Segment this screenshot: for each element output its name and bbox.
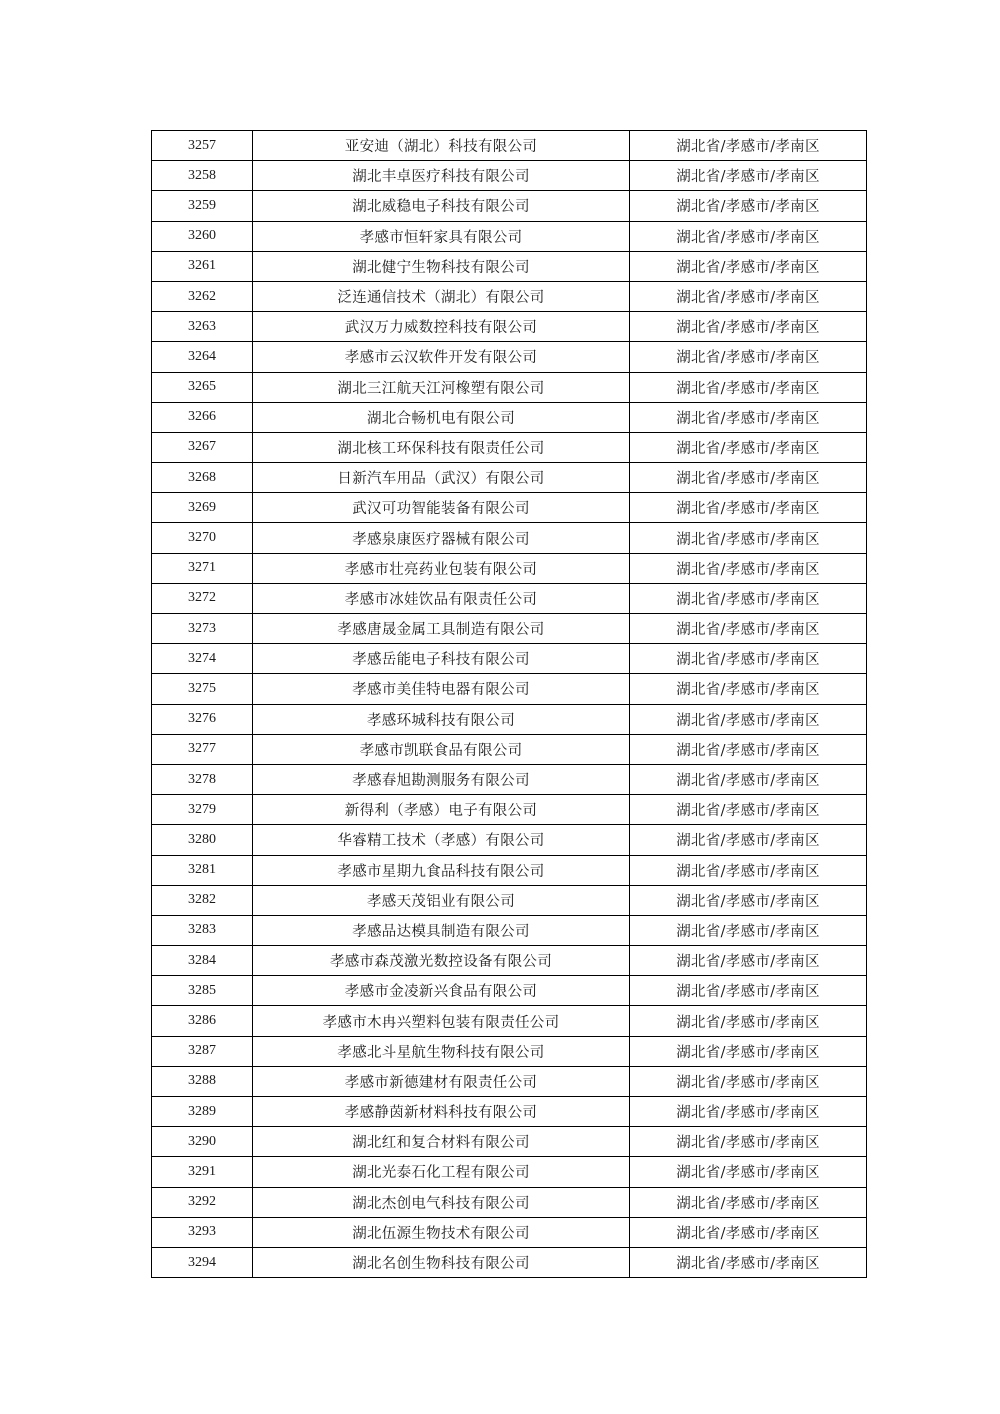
company-name: 孝感北斗星航生物科技有限公司 bbox=[253, 1036, 630, 1066]
row-number: 3291 bbox=[152, 1157, 253, 1187]
row-number: 3278 bbox=[152, 764, 253, 794]
company-name: 湖北光泰石化工程有限公司 bbox=[253, 1157, 630, 1187]
company-name: 湖北丰卓医疗科技有限公司 bbox=[253, 161, 630, 191]
company-name: 亚安迪（湖北）科技有限公司 bbox=[253, 131, 630, 161]
row-number: 3279 bbox=[152, 795, 253, 825]
company-name: 孝感市金凌新兴食品有限公司 bbox=[253, 976, 630, 1006]
company-name: 孝感唐晟金属工具制造有限公司 bbox=[253, 614, 630, 644]
region-cell: 湖北省/孝感市/孝南区 bbox=[630, 432, 867, 462]
company-table bbox=[151, 130, 867, 1278]
region-cell: 湖北省/孝感市/孝南区 bbox=[630, 161, 867, 191]
table-row bbox=[152, 553, 867, 583]
row-number: 3277 bbox=[152, 734, 253, 764]
region-cell: 湖北省/孝感市/孝南区 bbox=[630, 372, 867, 402]
table-row bbox=[152, 704, 867, 734]
company-name: 孝感市恒轩家具有限公司 bbox=[253, 221, 630, 251]
table-row bbox=[152, 825, 867, 855]
region-cell: 湖北省/孝感市/孝南区 bbox=[630, 1187, 867, 1217]
row-number: 3293 bbox=[152, 1217, 253, 1247]
company-name: 孝感市冰娃饮品有限责任公司 bbox=[253, 583, 630, 613]
region-cell: 湖北省/孝感市/孝南区 bbox=[630, 644, 867, 674]
region-cell: 湖北省/孝感市/孝南区 bbox=[630, 1036, 867, 1066]
region-cell: 湖北省/孝感市/孝南区 bbox=[630, 795, 867, 825]
company-name: 孝感市森茂激光数控设备有限公司 bbox=[253, 946, 630, 976]
row-number: 3285 bbox=[152, 976, 253, 1006]
row-number: 3259 bbox=[152, 191, 253, 221]
company-name: 孝感品达模具制造有限公司 bbox=[253, 915, 630, 945]
table-row bbox=[152, 221, 867, 251]
company-name: 湖北威稳电子科技有限公司 bbox=[253, 191, 630, 221]
table-row bbox=[152, 463, 867, 493]
region-cell: 湖北省/孝感市/孝南区 bbox=[630, 855, 867, 885]
row-number: 3287 bbox=[152, 1036, 253, 1066]
company-name: 孝感市云汉软件开发有限公司 bbox=[253, 342, 630, 372]
table-row bbox=[152, 402, 867, 432]
region-cell: 湖北省/孝感市/孝南区 bbox=[630, 674, 867, 704]
company-name: 孝感天茂铝业有限公司 bbox=[253, 885, 630, 915]
region-cell: 湖北省/孝感市/孝南区 bbox=[630, 946, 867, 976]
region-cell: 湖北省/孝感市/孝南区 bbox=[630, 734, 867, 764]
row-number: 3292 bbox=[152, 1187, 253, 1217]
table-row bbox=[152, 1066, 867, 1096]
company-name: 华睿精工技术（孝感）有限公司 bbox=[253, 825, 630, 855]
company-name: 泛连通信技术（湖北）有限公司 bbox=[253, 281, 630, 311]
row-number: 3276 bbox=[152, 704, 253, 734]
company-name: 孝感市凯联食品有限公司 bbox=[253, 734, 630, 764]
table-row bbox=[152, 583, 867, 613]
region-cell: 湖北省/孝感市/孝南区 bbox=[630, 1127, 867, 1157]
row-number: 3269 bbox=[152, 493, 253, 523]
region-cell: 湖北省/孝感市/孝南区 bbox=[630, 523, 867, 553]
region-cell: 湖北省/孝感市/孝南区 bbox=[630, 553, 867, 583]
table-row bbox=[152, 1097, 867, 1127]
table-row bbox=[152, 1217, 867, 1247]
row-number: 3288 bbox=[152, 1066, 253, 1096]
company-name: 孝感岳能电子科技有限公司 bbox=[253, 644, 630, 674]
company-name: 武汉万力威数控科技有限公司 bbox=[253, 312, 630, 342]
company-name: 孝感市木冉兴塑料包装有限责任公司 bbox=[253, 1006, 630, 1036]
table-row bbox=[152, 251, 867, 281]
region-cell: 湖北省/孝感市/孝南区 bbox=[630, 1157, 867, 1187]
company-name: 日新汽车用品（武汉）有限公司 bbox=[253, 463, 630, 493]
company-name: 孝感环城科技有限公司 bbox=[253, 704, 630, 734]
row-number: 3273 bbox=[152, 614, 253, 644]
region-cell: 湖北省/孝感市/孝南区 bbox=[630, 1066, 867, 1096]
company-name: 湖北伍源生物技术有限公司 bbox=[253, 1217, 630, 1247]
region-cell: 湖北省/孝感市/孝南区 bbox=[630, 131, 867, 161]
region-cell: 湖北省/孝感市/孝南区 bbox=[630, 191, 867, 221]
table-row bbox=[152, 855, 867, 885]
region-cell: 湖北省/孝感市/孝南区 bbox=[630, 221, 867, 251]
company-name: 新得利（孝感）电子有限公司 bbox=[253, 795, 630, 825]
table-row bbox=[152, 1006, 867, 1036]
table-row bbox=[152, 1247, 867, 1277]
table-row bbox=[152, 915, 867, 945]
row-number: 3257 bbox=[152, 131, 253, 161]
table-row bbox=[152, 523, 867, 553]
region-cell: 湖北省/孝感市/孝南区 bbox=[630, 704, 867, 734]
company-name: 孝感春旭勘测服务有限公司 bbox=[253, 764, 630, 794]
region-cell: 湖北省/孝感市/孝南区 bbox=[630, 1217, 867, 1247]
row-number: 3258 bbox=[152, 161, 253, 191]
table-row bbox=[152, 1036, 867, 1066]
region-cell: 湖北省/孝感市/孝南区 bbox=[630, 463, 867, 493]
table-row bbox=[152, 734, 867, 764]
region-cell: 湖北省/孝感市/孝南区 bbox=[630, 312, 867, 342]
row-number: 3266 bbox=[152, 402, 253, 432]
row-number: 3281 bbox=[152, 855, 253, 885]
company-name: 湖北三江航天江河橡塑有限公司 bbox=[253, 372, 630, 402]
company-table-body bbox=[152, 131, 867, 1278]
table-row bbox=[152, 795, 867, 825]
company-name: 孝感市星期九食品科技有限公司 bbox=[253, 855, 630, 885]
company-name: 湖北杰创电气科技有限公司 bbox=[253, 1187, 630, 1217]
region-cell: 湖北省/孝感市/孝南区 bbox=[630, 915, 867, 945]
row-number: 3290 bbox=[152, 1127, 253, 1157]
company-name: 武汉可功智能装备有限公司 bbox=[253, 493, 630, 523]
row-number: 3262 bbox=[152, 281, 253, 311]
row-number: 3272 bbox=[152, 583, 253, 613]
region-cell: 湖北省/孝感市/孝南区 bbox=[630, 493, 867, 523]
row-number: 3261 bbox=[152, 251, 253, 281]
region-cell: 湖北省/孝感市/孝南区 bbox=[630, 583, 867, 613]
table-row bbox=[152, 644, 867, 674]
table-row bbox=[152, 493, 867, 523]
table-row bbox=[152, 946, 867, 976]
region-cell: 湖北省/孝感市/孝南区 bbox=[630, 976, 867, 1006]
company-name: 湖北核工环保科技有限责任公司 bbox=[253, 432, 630, 462]
region-cell: 湖北省/孝感市/孝南区 bbox=[630, 764, 867, 794]
row-number: 3284 bbox=[152, 946, 253, 976]
table-row bbox=[152, 1187, 867, 1217]
row-number: 3289 bbox=[152, 1097, 253, 1127]
table-row bbox=[152, 764, 867, 794]
company-name: 湖北名创生物科技有限公司 bbox=[253, 1247, 630, 1277]
region-cell: 湖北省/孝感市/孝南区 bbox=[630, 342, 867, 372]
row-number: 3274 bbox=[152, 644, 253, 674]
row-number: 3268 bbox=[152, 463, 253, 493]
company-name: 湖北健宁生物科技有限公司 bbox=[253, 251, 630, 281]
region-cell: 湖北省/孝感市/孝南区 bbox=[630, 251, 867, 281]
row-number: 3294 bbox=[152, 1247, 253, 1277]
table-row bbox=[152, 131, 867, 161]
table-row bbox=[152, 976, 867, 1006]
row-number: 3264 bbox=[152, 342, 253, 372]
table-row bbox=[152, 614, 867, 644]
row-number: 3263 bbox=[152, 312, 253, 342]
region-cell: 湖北省/孝感市/孝南区 bbox=[630, 281, 867, 311]
table-row bbox=[152, 281, 867, 311]
table-row bbox=[152, 1127, 867, 1157]
table-row bbox=[152, 342, 867, 372]
table-row bbox=[152, 432, 867, 462]
table-row bbox=[152, 885, 867, 915]
table-row bbox=[152, 161, 867, 191]
table-row bbox=[152, 191, 867, 221]
region-cell: 湖北省/孝感市/孝南区 bbox=[630, 1247, 867, 1277]
row-number: 3265 bbox=[152, 372, 253, 402]
region-cell: 湖北省/孝感市/孝南区 bbox=[630, 825, 867, 855]
company-name: 孝感市新德建材有限责任公司 bbox=[253, 1066, 630, 1096]
region-cell: 湖北省/孝感市/孝南区 bbox=[630, 614, 867, 644]
row-number: 3267 bbox=[152, 432, 253, 462]
row-number: 3271 bbox=[152, 553, 253, 583]
company-name: 孝感市美佳特电器有限公司 bbox=[253, 674, 630, 704]
company-name: 孝感静茵新材料科技有限公司 bbox=[253, 1097, 630, 1127]
region-cell: 湖北省/孝感市/孝南区 bbox=[630, 402, 867, 432]
table-row bbox=[152, 674, 867, 704]
row-number: 3286 bbox=[152, 1006, 253, 1036]
company-name: 湖北合畅机电有限公司 bbox=[253, 402, 630, 432]
row-number: 3260 bbox=[152, 221, 253, 251]
region-cell: 湖北省/孝感市/孝南区 bbox=[630, 1097, 867, 1127]
row-number: 3275 bbox=[152, 674, 253, 704]
company-name: 湖北红和复合材料有限公司 bbox=[253, 1127, 630, 1157]
row-number: 3270 bbox=[152, 523, 253, 553]
row-number: 3282 bbox=[152, 885, 253, 915]
company-name: 孝感泉康医疗器械有限公司 bbox=[253, 523, 630, 553]
table-row bbox=[152, 1157, 867, 1187]
row-number: 3280 bbox=[152, 825, 253, 855]
region-cell: 湖北省/孝感市/孝南区 bbox=[630, 1006, 867, 1036]
table-row bbox=[152, 312, 867, 342]
company-name: 孝感市壮亮药业包装有限公司 bbox=[253, 553, 630, 583]
region-cell: 湖北省/孝感市/孝南区 bbox=[630, 885, 867, 915]
row-number: 3283 bbox=[152, 915, 253, 945]
table-row bbox=[152, 372, 867, 402]
